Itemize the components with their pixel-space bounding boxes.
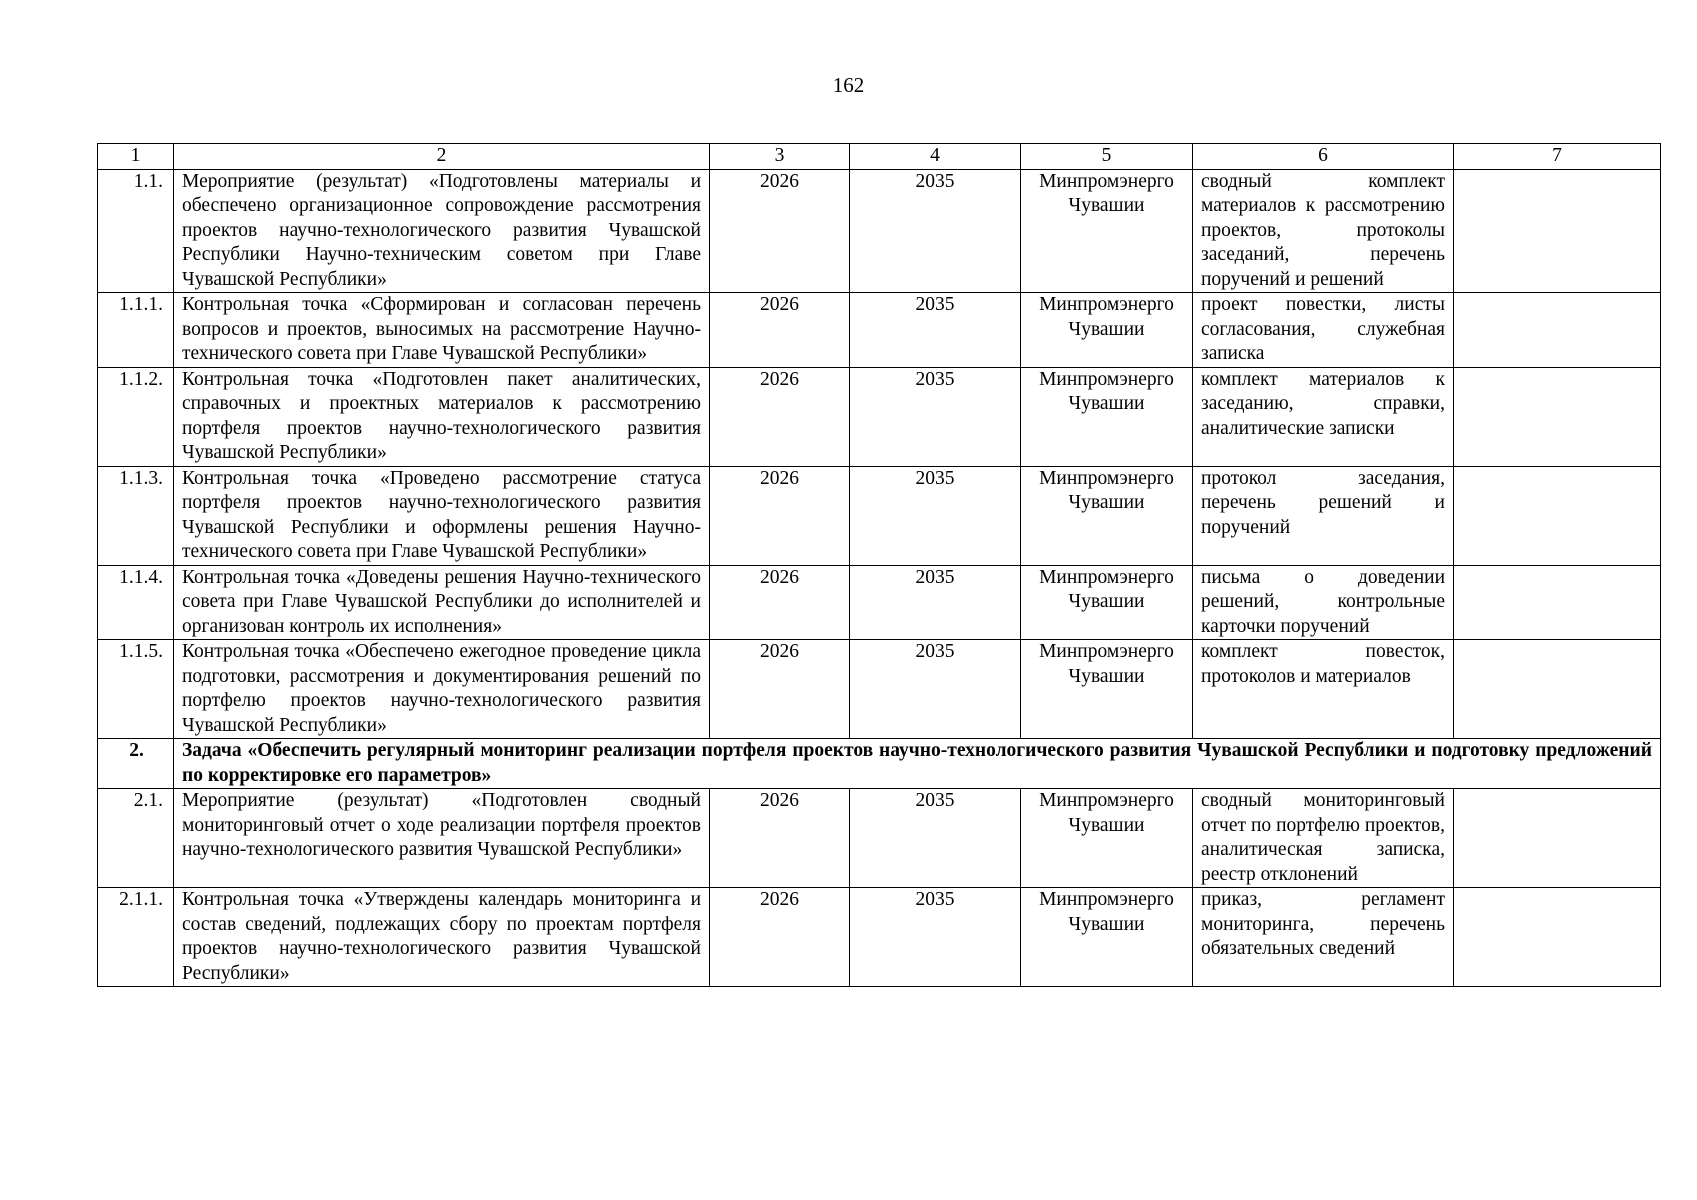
- row-number: 1.1.1.: [98, 293, 174, 368]
- end-year: 2035: [850, 888, 1021, 987]
- note-cell: [1454, 169, 1661, 293]
- note-cell: [1454, 293, 1661, 368]
- row-number: 1.1.: [98, 169, 174, 293]
- table-row: [98, 789, 1661, 888]
- row-description: Контрольная точка «Утверждены календарь мониторинга и состав сведений, подлежащих сбору по проектам портфеля проектов научно-технологического развития Чувашской Республики»: [174, 888, 710, 987]
- column-header: 5: [1021, 144, 1193, 170]
- responsible-org: Минпромэнерго Чувашии: [1021, 565, 1193, 640]
- row-description: Контрольная точка «Доведены решения Научно-технического совета при Главе Чувашской Республики до исполнителей и организован контроль их исполнения»: [174, 565, 710, 640]
- column-header: 3: [710, 144, 850, 170]
- table-row: [98, 888, 1661, 987]
- note-cell: [1454, 888, 1661, 987]
- responsible-org: Минпромэнерго Чувашии: [1021, 888, 1193, 987]
- row-description: Мероприятие (результат) «Подготовлены материалы и обеспечено организационное сопровождение рассмотрения проектов научно-технологического развития Чувашской Республики Научно-техническим советом при Главе Чувашской Республики»: [174, 169, 710, 293]
- start-year: 2026: [710, 169, 850, 293]
- result-documents: протокол заседания, перечень решений и поручений: [1193, 466, 1454, 565]
- table-row: [98, 640, 1661, 739]
- responsible-org: Минпромэнерго Чувашии: [1021, 293, 1193, 368]
- column-number-row: [98, 144, 1661, 170]
- column-header: 4: [850, 144, 1021, 170]
- table-row: [98, 367, 1661, 466]
- start-year: 2026: [710, 565, 850, 640]
- start-year: 2026: [710, 640, 850, 739]
- result-documents: письма о доведении решений, контрольные карточки поручений: [1193, 565, 1454, 640]
- note-cell: [1454, 789, 1661, 888]
- end-year: 2035: [850, 169, 1021, 293]
- row-description: Контрольная точка «Обеспечено ежегодное проведение цикла подготовки, рассмотрения и документирования решений по портфелю проектов научно-технологического развития Чувашской Республики»: [174, 640, 710, 739]
- table-row: [98, 293, 1661, 368]
- table-row: [98, 466, 1661, 565]
- row-description: Контрольная точка «Проведено рассмотрение статуса портфеля проектов научно-технологического развития Чувашской Республики и оформлены решения Научно-технического совета при Главе Чувашской Республики»: [174, 466, 710, 565]
- row-number: 1.1.4.: [98, 565, 174, 640]
- column-header: 6: [1193, 144, 1454, 170]
- result-documents: сводный комплект материалов к рассмотрению проектов, протоколы заседаний, перечень поручений и решений: [1193, 169, 1454, 293]
- responsible-org: Минпромэнерго Чувашии: [1021, 789, 1193, 888]
- row-number: 1.1.3.: [98, 466, 174, 565]
- plan-table: [97, 143, 1661, 987]
- responsible-org: Минпромэнерго Чувашии: [1021, 367, 1193, 466]
- row-description: Контрольная точка «Подготовлен пакет аналитических, справочных и проектных материалов к рассмотрению портфеля проектов научно-технологического развития Чувашской Республики»: [174, 367, 710, 466]
- table-row: [98, 565, 1661, 640]
- end-year: 2035: [850, 640, 1021, 739]
- column-header: 1: [98, 144, 174, 170]
- result-documents: приказ, регламент мониторинга, перечень обязательных сведений: [1193, 888, 1454, 987]
- result-documents: сводный мониторинговый отчет по портфелю проектов, аналитическая записка, реестр отклонений: [1193, 789, 1454, 888]
- task-description: Задача «Обеспечить регулярный мониторинг реализации портфеля проектов научно-технологического развития Чувашской Республики и подготовку предложений по корректировке его параметров»: [174, 739, 1661, 789]
- row-number: 1.1.5.: [98, 640, 174, 739]
- responsible-org: Минпромэнерго Чувашии: [1021, 466, 1193, 565]
- row-number: 2.1.: [98, 789, 174, 888]
- page-number: 162: [832, 73, 865, 97]
- column-header: 7: [1454, 144, 1661, 170]
- result-documents: комплект повесток, протоколов и материалов: [1193, 640, 1454, 739]
- note-cell: [1454, 466, 1661, 565]
- start-year: 2026: [710, 293, 850, 368]
- column-header: 2: [174, 144, 710, 170]
- row-number: 2.1.1.: [98, 888, 174, 987]
- result-documents: проект повестки, листы согласования, служебная записка: [1193, 293, 1454, 368]
- responsible-org: Минпромэнерго Чувашии: [1021, 169, 1193, 293]
- row-description: Контрольная точка «Сформирован и согласован перечень вопросов и проектов, выносимых на рассмотрение Научно-технического совета при Главе Чувашской Республики»: [174, 293, 710, 368]
- row-number: 1.1.2.: [98, 367, 174, 466]
- note-cell: [1454, 640, 1661, 739]
- note-cell: [1454, 367, 1661, 466]
- end-year: 2035: [850, 565, 1021, 640]
- start-year: 2026: [710, 789, 850, 888]
- end-year: 2035: [850, 293, 1021, 368]
- start-year: 2026: [710, 367, 850, 466]
- start-year: 2026: [710, 888, 850, 987]
- task-number: 2.: [98, 739, 174, 789]
- responsible-org: Минпромэнерго Чувашии: [1021, 640, 1193, 739]
- result-documents: комплект материалов к заседанию, справки, аналитические записки: [1193, 367, 1454, 466]
- note-cell: [1454, 565, 1661, 640]
- task-row: [98, 739, 1661, 789]
- table-row: [98, 169, 1661, 293]
- end-year: 2035: [850, 789, 1021, 888]
- end-year: 2035: [850, 466, 1021, 565]
- end-year: 2035: [850, 367, 1021, 466]
- start-year: 2026: [710, 466, 850, 565]
- row-description: Мероприятие (результат) «Подготовлен сводный мониторинговый отчет о ходе реализации портфеля проектов научно-технологического развития Чувашской Республики»: [174, 789, 710, 888]
